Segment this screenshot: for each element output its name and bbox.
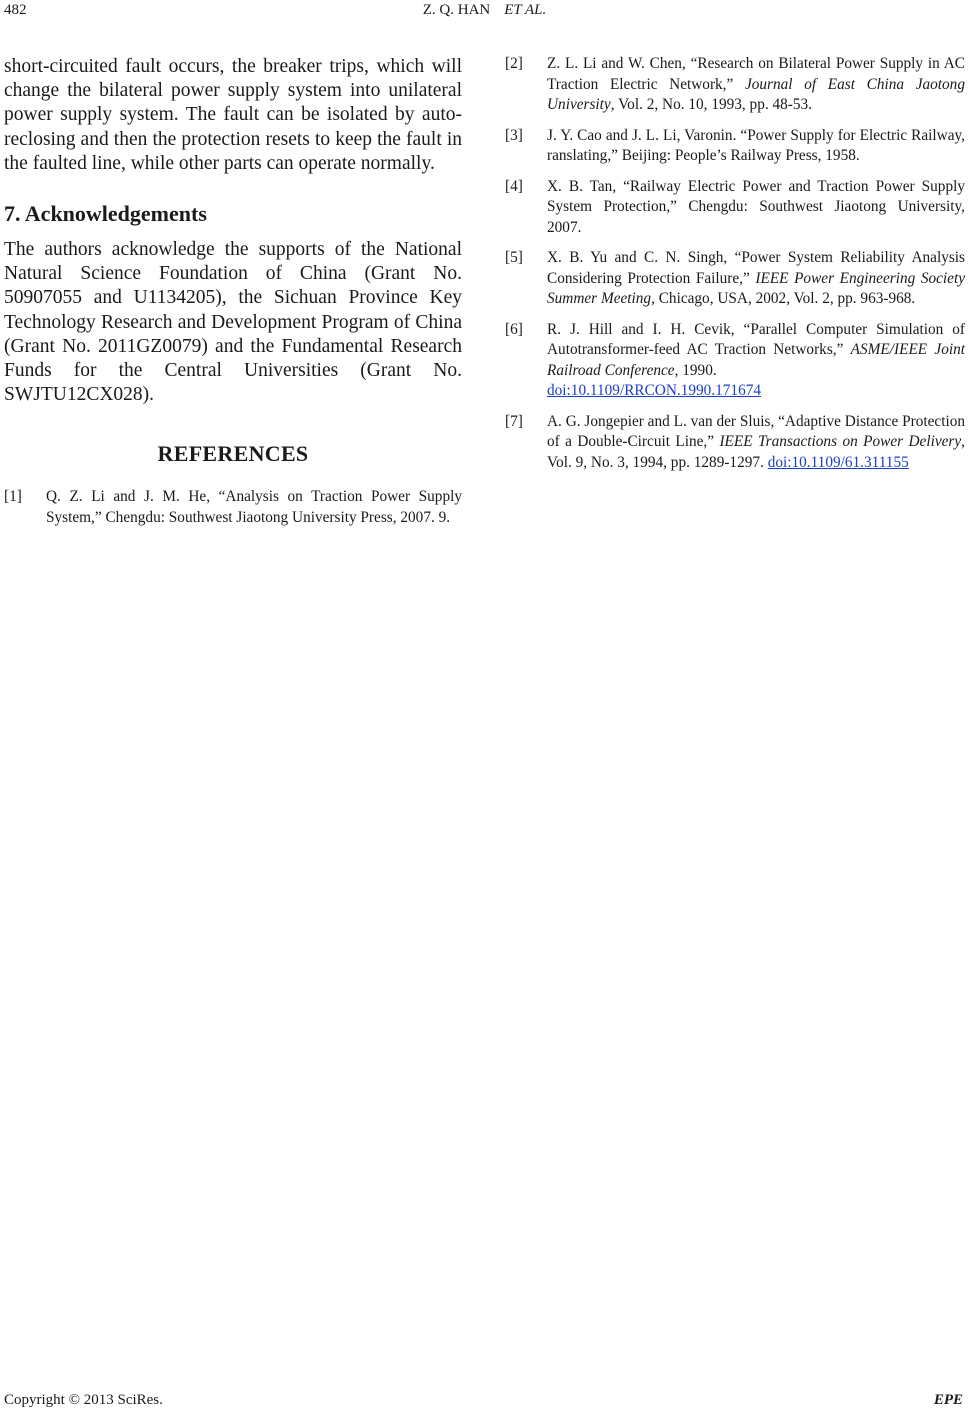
references-heading: REFERENCES (157, 441, 309, 467)
running-head-et-al: ET AL. (504, 2, 547, 18)
reference-text (547, 177, 965, 239)
reference-number: [2] (505, 55, 523, 72)
page-number: 482 (4, 2, 27, 18)
reference-text-main: Z. L. Li and W. Chen, “Research on Bilateral Power Supply in AC Traction Electric Network,” (547, 55, 965, 93)
reference-text-main: R. J. Hill and I. H. Cevik, “Parallel Computer Simulation of Autotransformer-feed AC Traction Networks,” (547, 320, 965, 358)
reference-source: IEEE Power Engineering Society Summer Meeting (547, 269, 965, 307)
reference-text (547, 412, 965, 474)
reference-text-main: A. G. Jongepier and L. van der Sluis, “Adaptive Distance Protection of a Double-Circuit Line,” (547, 412, 966, 450)
reference-text (46, 487, 462, 528)
reference-item (505, 320, 965, 402)
acknowledgements-heading: 7. Acknowledgements (4, 201, 207, 227)
reference-details: , Vol. 2, No. 10, 1993, pp. 48-53. (610, 96, 813, 113)
running-head (0, 2, 969, 19)
right-column (505, 54, 965, 483)
footer-copyright: Copyright © 2013 SciRes. (4, 1392, 163, 1408)
reference-item (505, 412, 965, 474)
reference-text (547, 320, 965, 402)
reference-text-main: Q. Z. Li and J. M. He, “Analysis on Traction Power Supply System,” Chengdu: Southwest Jiaotong University Press, 2007. 9. (46, 488, 462, 526)
reference-text (547, 248, 965, 310)
running-head-authors: Z. Q. HAN (422, 2, 491, 18)
reference-item (505, 248, 965, 310)
reference-number: [1] (4, 488, 22, 506)
reference-item (505, 126, 965, 167)
reference-number: [7] (505, 412, 523, 430)
doi-link[interactable]: doi:10.1109/61.311155 (767, 453, 909, 471)
reference-number: [5] (505, 249, 523, 266)
reference-item (505, 177, 965, 239)
footer-journal: EPE (933, 1392, 963, 1408)
reference-number: [3] (505, 126, 523, 144)
intro-paragraph: short-circuited fault occurs, the breaker trips, which will change the bilateral power supply system into unilateral power supply system. The fault can be isolated by auto-reclosing and then the protection resets to keep the fault in the faulted line, while other parts can operate normally. (4, 56, 462, 174)
reference-item (505, 54, 965, 116)
reference-source: IEEE Transactions on Power Delivery (719, 433, 962, 450)
reference-list-left (4, 487, 462, 528)
reference-number: [4] (505, 177, 523, 195)
reference-list-right (505, 54, 965, 473)
reference-number: [6] (505, 320, 523, 338)
reference-details: , Vol. 9, No. 3, 1994, pp. 1289-1297. (547, 433, 965, 471)
reference-source: ASME/IEEE Joint Railroad Conference (547, 341, 965, 379)
reference-details: , Chicago, USA, 2002, Vol. 2, pp. 963-968. (651, 290, 916, 307)
reference-text (547, 54, 965, 116)
reference-details: , 1990. (674, 361, 717, 379)
left-column (4, 55, 462, 538)
reference-text-main: X. B. Tan, “Railway Electric Power and Traction Power Supply System Protection,” Chengdu: Southwest Jiaotong University, 2007. (547, 177, 965, 236)
reference-text-main: J. Y. Cao and J. L. Li, Varonin. “Power Supply for Electric Railway, ranslating,” Beijing: People’s Railway Press, 1958. (547, 126, 965, 164)
reference-text-main: X. B. Yu and C. N. Singh, “Power System Reliability Analysis Considering Protection Failure,” (547, 249, 965, 287)
acknowledgements-paragraph: The authors acknowledge the supports of the National Natural Science Foundation of China (Grant No. 50907055 and U1134205), the Sichuan Province Key Technology Research and Development Program of China (Grant No. 2011GZ0079) and the Fundamental Research Funds for the Central Universities (Grant No. SWJTU12CX028). (4, 239, 462, 406)
doi-link[interactable]: doi:10.1109/RRCON.1990.171674 (547, 382, 762, 399)
reference-item (4, 487, 462, 528)
reference-source: Journal of East China Jaotong University (547, 75, 965, 113)
reference-text (547, 126, 965, 167)
